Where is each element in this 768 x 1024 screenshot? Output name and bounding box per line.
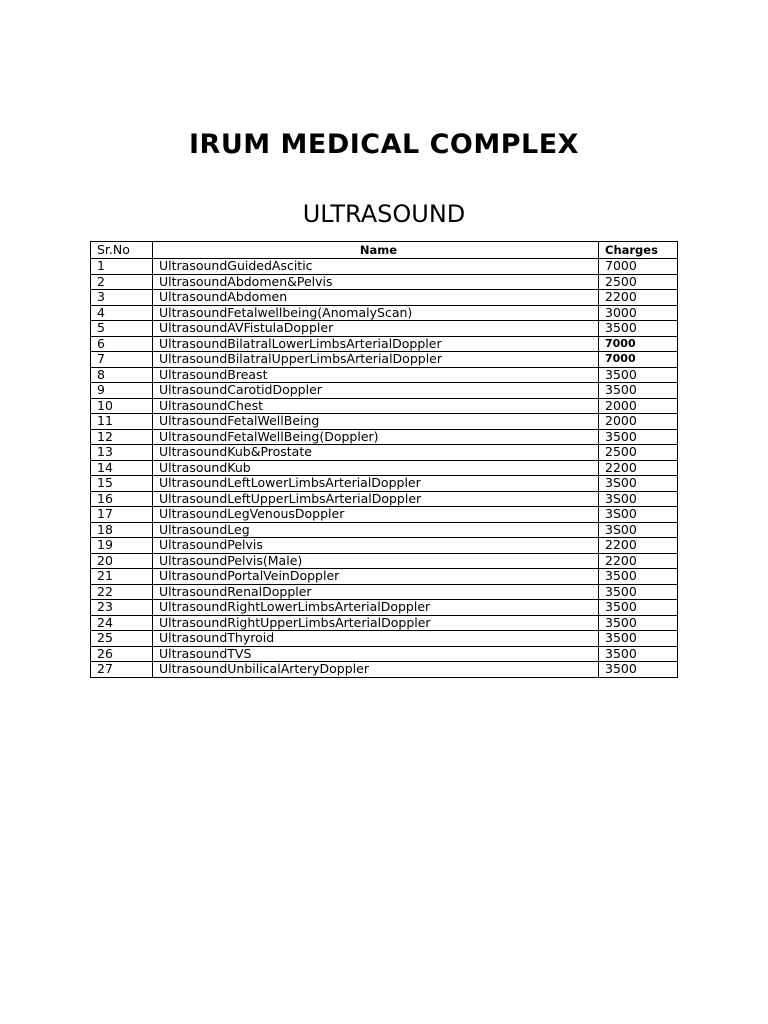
cell-charges: 3000 (599, 305, 678, 321)
cell-charges: 3500 (599, 321, 678, 337)
cell-charges: 7000 (599, 336, 678, 352)
cell-sr-no: 21 (91, 569, 153, 585)
table-row (91, 615, 678, 631)
cell-name: UltrasoundBilatralLowerLimbsArterialDoppler (153, 336, 599, 352)
table-body (91, 259, 678, 678)
cell-name: UltrasoundPortalVeinDoppler (153, 569, 599, 585)
header-charges: Charges (599, 242, 678, 259)
table-row (91, 445, 678, 461)
table-header-row (91, 242, 678, 259)
cell-sr-no: 4 (91, 305, 153, 321)
table-row (91, 507, 678, 523)
table-row (91, 553, 678, 569)
cell-charges: 3S00 (599, 507, 678, 523)
cell-name: UltrasoundLeftLowerLimbsArterialDoppler (153, 476, 599, 492)
cell-name: UltrasoundLegVenousDoppler (153, 507, 599, 523)
cell-charges: 3500 (599, 615, 678, 631)
table-row (91, 321, 678, 337)
table-row (91, 336, 678, 352)
table-row (91, 646, 678, 662)
cell-sr-no: 22 (91, 584, 153, 600)
cell-charges: 2200 (599, 460, 678, 476)
cell-sr-no: 16 (91, 491, 153, 507)
cell-sr-no: 12 (91, 429, 153, 445)
cell-name: UltrasoundFetalwellbeing(AnomalyScan) (153, 305, 599, 321)
cell-sr-no: 27 (91, 662, 153, 678)
cell-name: UltrasoundUnbilicalArteryDoppler (153, 662, 599, 678)
cell-name: UltrasoundChest (153, 398, 599, 414)
table-row (91, 476, 678, 492)
cell-charges: 2500 (599, 274, 678, 290)
cell-name: UltrasoundFetalWellBeing(Doppler) (153, 429, 599, 445)
cell-name: UltrasoundRenalDoppler (153, 584, 599, 600)
table-row (91, 662, 678, 678)
cell-charges: 2000 (599, 414, 678, 430)
cell-charges: 3500 (599, 646, 678, 662)
table-row (91, 398, 678, 414)
cell-sr-no: 13 (91, 445, 153, 461)
cell-name: UltrasoundBreast (153, 367, 599, 383)
cell-name: UltrasoundBilatralUpperLimbsArterialDoppler (153, 352, 599, 368)
cell-name: UltrasoundLeg (153, 522, 599, 538)
table-row (91, 584, 678, 600)
cell-sr-no: 1 (91, 259, 153, 275)
table-row (91, 538, 678, 554)
table-row (91, 352, 678, 368)
table-row (91, 491, 678, 507)
cell-name: UltrasoundTVS (153, 646, 599, 662)
table-row (91, 460, 678, 476)
table-row (91, 259, 678, 275)
header-name: Name (153, 242, 599, 259)
cell-charges: 3S00 (599, 522, 678, 538)
cell-name: UltrasoundKub&Prostate (153, 445, 599, 461)
cell-sr-no: 5 (91, 321, 153, 337)
cell-sr-no: 14 (91, 460, 153, 476)
cell-sr-no: 6 (91, 336, 153, 352)
cell-sr-no: 9 (91, 383, 153, 399)
table-row (91, 274, 678, 290)
cell-name: UltrasoundAbdomen&Pelvis (153, 274, 599, 290)
cell-name: UltrasoundLeftUpperLimbsArterialDoppler (153, 491, 599, 507)
table-row (91, 600, 678, 616)
cell-sr-no: 17 (91, 507, 153, 523)
cell-charges: 3S00 (599, 476, 678, 492)
cell-sr-no: 8 (91, 367, 153, 383)
table-row (91, 383, 678, 399)
table-row (91, 429, 678, 445)
cell-charges: 3500 (599, 662, 678, 678)
section-title: ULTRASOUND (302, 200, 466, 228)
cell-name: UltrasoundAbdomen (153, 290, 599, 306)
cell-name: UltrasoundCarotidDoppler (153, 383, 599, 399)
cell-sr-no: 10 (91, 398, 153, 414)
cell-charges: 2200 (599, 553, 678, 569)
cell-charges: 2200 (599, 538, 678, 554)
cell-name: UltrasoundPelvis (153, 538, 599, 554)
table-row (91, 569, 678, 585)
cell-charges: 3500 (599, 367, 678, 383)
cell-sr-no: 18 (91, 522, 153, 538)
cell-name: UltrasoundGuidedAscitic (153, 259, 599, 275)
cell-charges: 3500 (599, 429, 678, 445)
cell-name: UltrasoundKub (153, 460, 599, 476)
cell-name: UltrasoundThyroid (153, 631, 599, 647)
table-row (91, 631, 678, 647)
cell-charges: 3500 (599, 569, 678, 585)
cell-name: UltrasoundPelvis(Male) (153, 553, 599, 569)
cell-charges: 7000 (599, 259, 678, 275)
ultrasound-charges-table (90, 241, 678, 678)
cell-sr-no: 11 (91, 414, 153, 430)
cell-sr-no: 20 (91, 553, 153, 569)
table-row (91, 522, 678, 538)
cell-sr-no: 7 (91, 352, 153, 368)
cell-charges: 2000 (599, 398, 678, 414)
cell-sr-no: 23 (91, 600, 153, 616)
cell-sr-no: 2 (91, 274, 153, 290)
cell-charges: 3500 (599, 584, 678, 600)
cell-charges: 2500 (599, 445, 678, 461)
table-row (91, 290, 678, 306)
cell-name: UltrasoundRightLowerLimbsArterialDoppler (153, 600, 599, 616)
table-row (91, 305, 678, 321)
cell-sr-no: 19 (91, 538, 153, 554)
cell-charges: 3S00 (599, 491, 678, 507)
cell-charges: 7000 (599, 352, 678, 368)
cell-name: UltrasoundAVFistulaDoppler (153, 321, 599, 337)
cell-sr-no: 24 (91, 615, 153, 631)
document-title: IRUM MEDICAL COMPLEX (188, 129, 579, 160)
cell-name: UltrasoundFetalWellBeing (153, 414, 599, 430)
cell-charges: 3500 (599, 600, 678, 616)
cell-name: UltrasoundRightUpperLimbsArterialDoppler (153, 615, 599, 631)
cell-charges: 2200 (599, 290, 678, 306)
cell-sr-no: 3 (91, 290, 153, 306)
cell-charges: 3500 (599, 631, 678, 647)
cell-sr-no: 15 (91, 476, 153, 492)
header-sr-no: Sr.No (91, 242, 153, 259)
table-row (91, 367, 678, 383)
cell-sr-no: 26 (91, 646, 153, 662)
table-row (91, 414, 678, 430)
cell-charges: 3500 (599, 383, 678, 399)
cell-sr-no: 25 (91, 631, 153, 647)
